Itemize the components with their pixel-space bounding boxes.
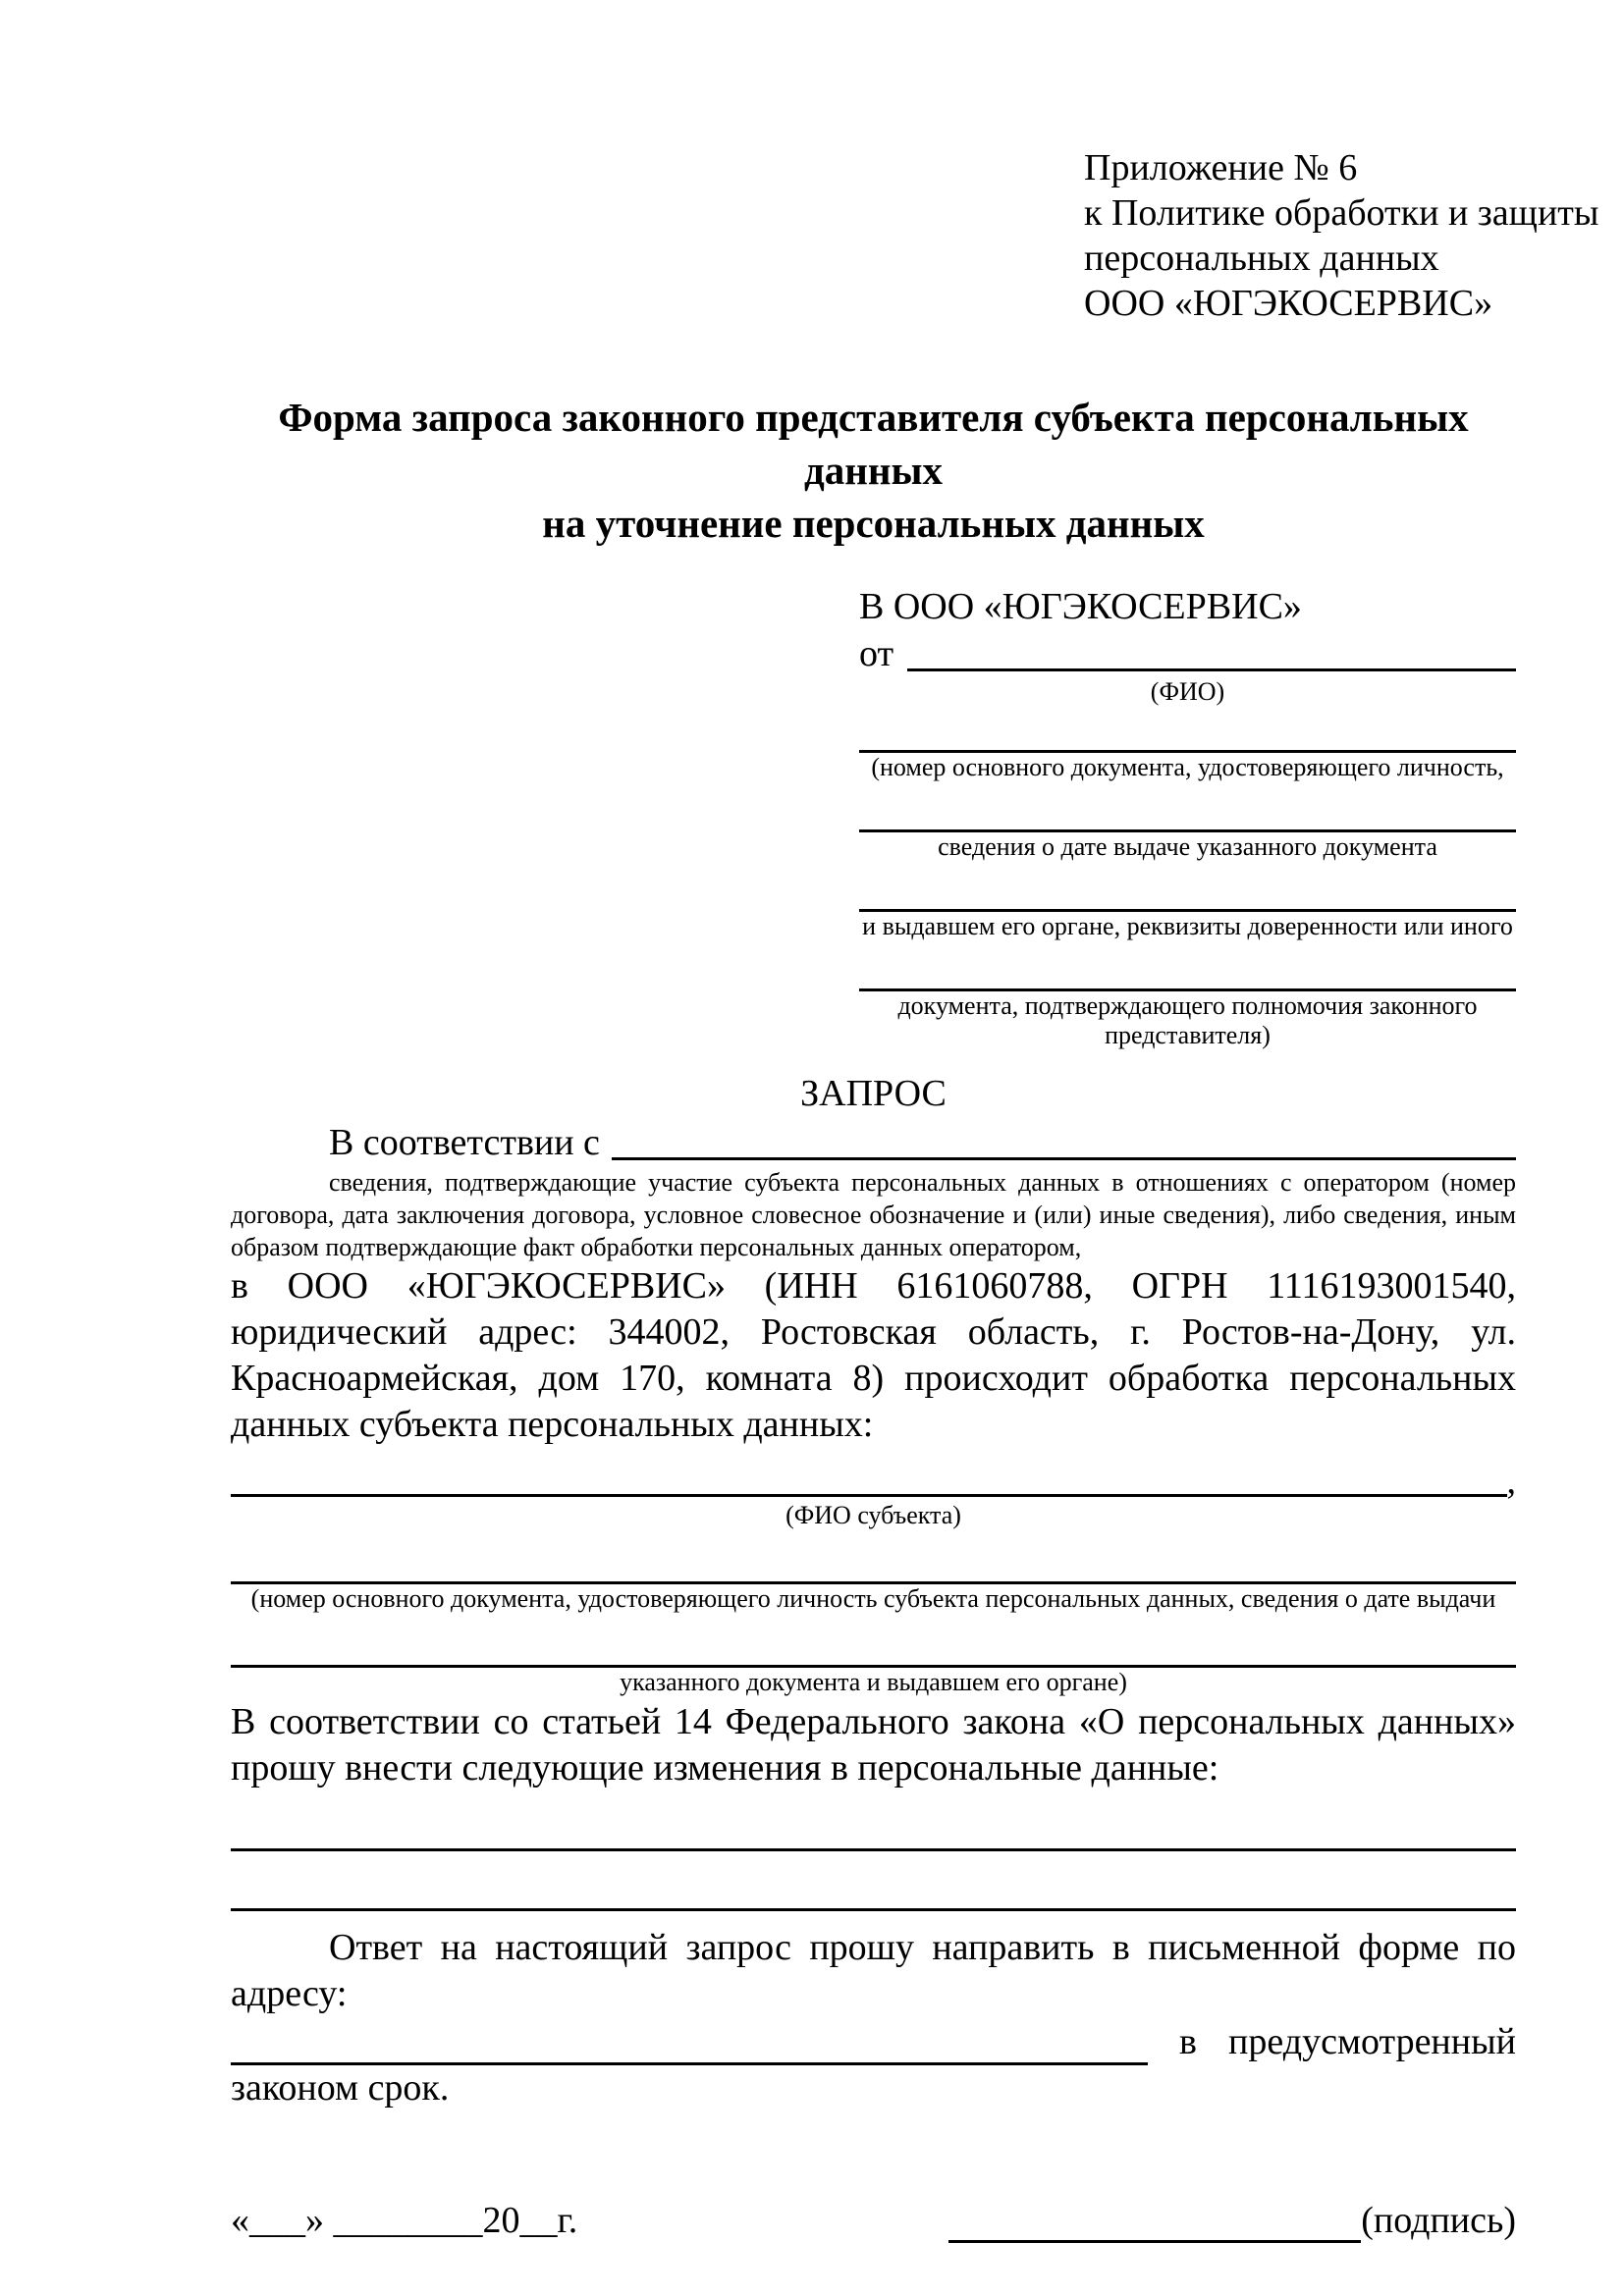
accordance-label: В соответствии с [329,1122,600,1163]
reply-last-line: законом срок. [231,2067,450,2109]
form-title-line-1: Форма запроса законного представителя субъекта персональных данных [278,395,1469,493]
doc-fill-line-4 [859,955,1516,991]
operator-paragraph: в ООО «ЮГЭКОСЕРВИС» (ИНН 6161060788, ОГРН 1116193001540, юридический адрес: 344002, Ростовская область, г. Ростов-на-Дону, ул. Красноармейская, дом 170, комната 8) происходит обработка персональных данных субъекта персональных данных: [231,1265,1516,1445]
appendix-header-line: к Политике обработки и защиты [1084,192,1599,234]
doc-caption-4: документа, подтверждающего полномочия законного представителя) [897,991,1478,1049]
subject-fio-row [231,1462,1516,1501]
subject-fio-fill-line [231,1462,1507,1497]
signature-fill-line [948,2203,1361,2243]
reply-address-fill-line [231,2025,1148,2065]
from-fill-line [907,630,1516,671]
accordance-row [231,1119,1516,1166]
form-title-line-2: на уточнение персональных данных [542,501,1205,546]
doc-fill-line-3 [859,876,1516,912]
doc-caption-3: и выдавшем его органе, реквизиты доверенности или иного [862,912,1513,940]
appendix-header-line: ООО «ЮГЭКОСЕРВИС» [1084,283,1493,324]
form-title [231,391,1516,550]
date-signature-row [231,2198,1516,2243]
from-row [859,630,1516,677]
reply-tail-word-2: предусмотренный [1228,2021,1516,2062]
changes-fill-line-1 [231,1811,1516,1851]
doc-caption-1: (номер основного документа, удостоверяющего личность, [871,753,1504,781]
from-label: от [859,633,894,674]
subject-doc-fill-line-2 [231,1629,1516,1668]
request-heading: ЗАПРОС [800,1073,947,1114]
date-field: «___» ________20__г. [231,2200,578,2241]
comma-suffix: , [1506,1461,1516,1502]
doc-fill-line-2 [859,796,1516,832]
reply-tail-word-1: в [1179,2021,1197,2062]
doc-caption-2: сведения о дате выдаче указанного документа [938,832,1437,861]
signature-caption: (подпись) [1361,2200,1516,2241]
reply-sentence: Ответ на настоящий запрос прошу направить в письменной форме по адресу: [231,1927,1516,2014]
appendix-header-line: персональных данных [1084,238,1439,279]
fio-caption: (ФИО) [1150,677,1225,706]
appendix-header-line: Приложение № 6 [1084,147,1358,188]
changes-fill-line-2 [231,1871,1516,1911]
law-paragraph: В соответствии со статьей 14 Федерального закона «О персональных данных» прошу внести следующие изменения в персональные данные: [231,1701,1516,1789]
subject-fio-caption: (ФИО субъекта) [785,1501,961,1529]
subject-doc-caption-2: указанного документа и выдавшем его органе) [620,1668,1127,1696]
reply-address-row [231,2019,1516,2065]
subject-doc-fill-line-1 [231,1546,1516,1584]
accordance-fill-line [612,1119,1516,1160]
subject-doc-caption-1: (номер основного документа, удостоверяющего личность субъекта персональных данных, сведения о дате выдачи [250,1584,1496,1613]
addressee-org: В ООО «ЮГЭКОСЕРВИС» [859,586,1302,627]
accordance-note: сведения, подтверждающие участие субъекта персональных данных в отношениях с оператором (номер договора, дата заключения договора, условное словесное обозначение и (или) иные сведения), либо сведения, иным образом подтверждающие факт обработки персональных данных оператором, [231,1168,1516,1261]
signature-block [948,2198,1516,2243]
doc-fill-line-1 [859,717,1516,753]
appendix-header [1084,145,1599,326]
addressee-block [859,583,1516,1050]
